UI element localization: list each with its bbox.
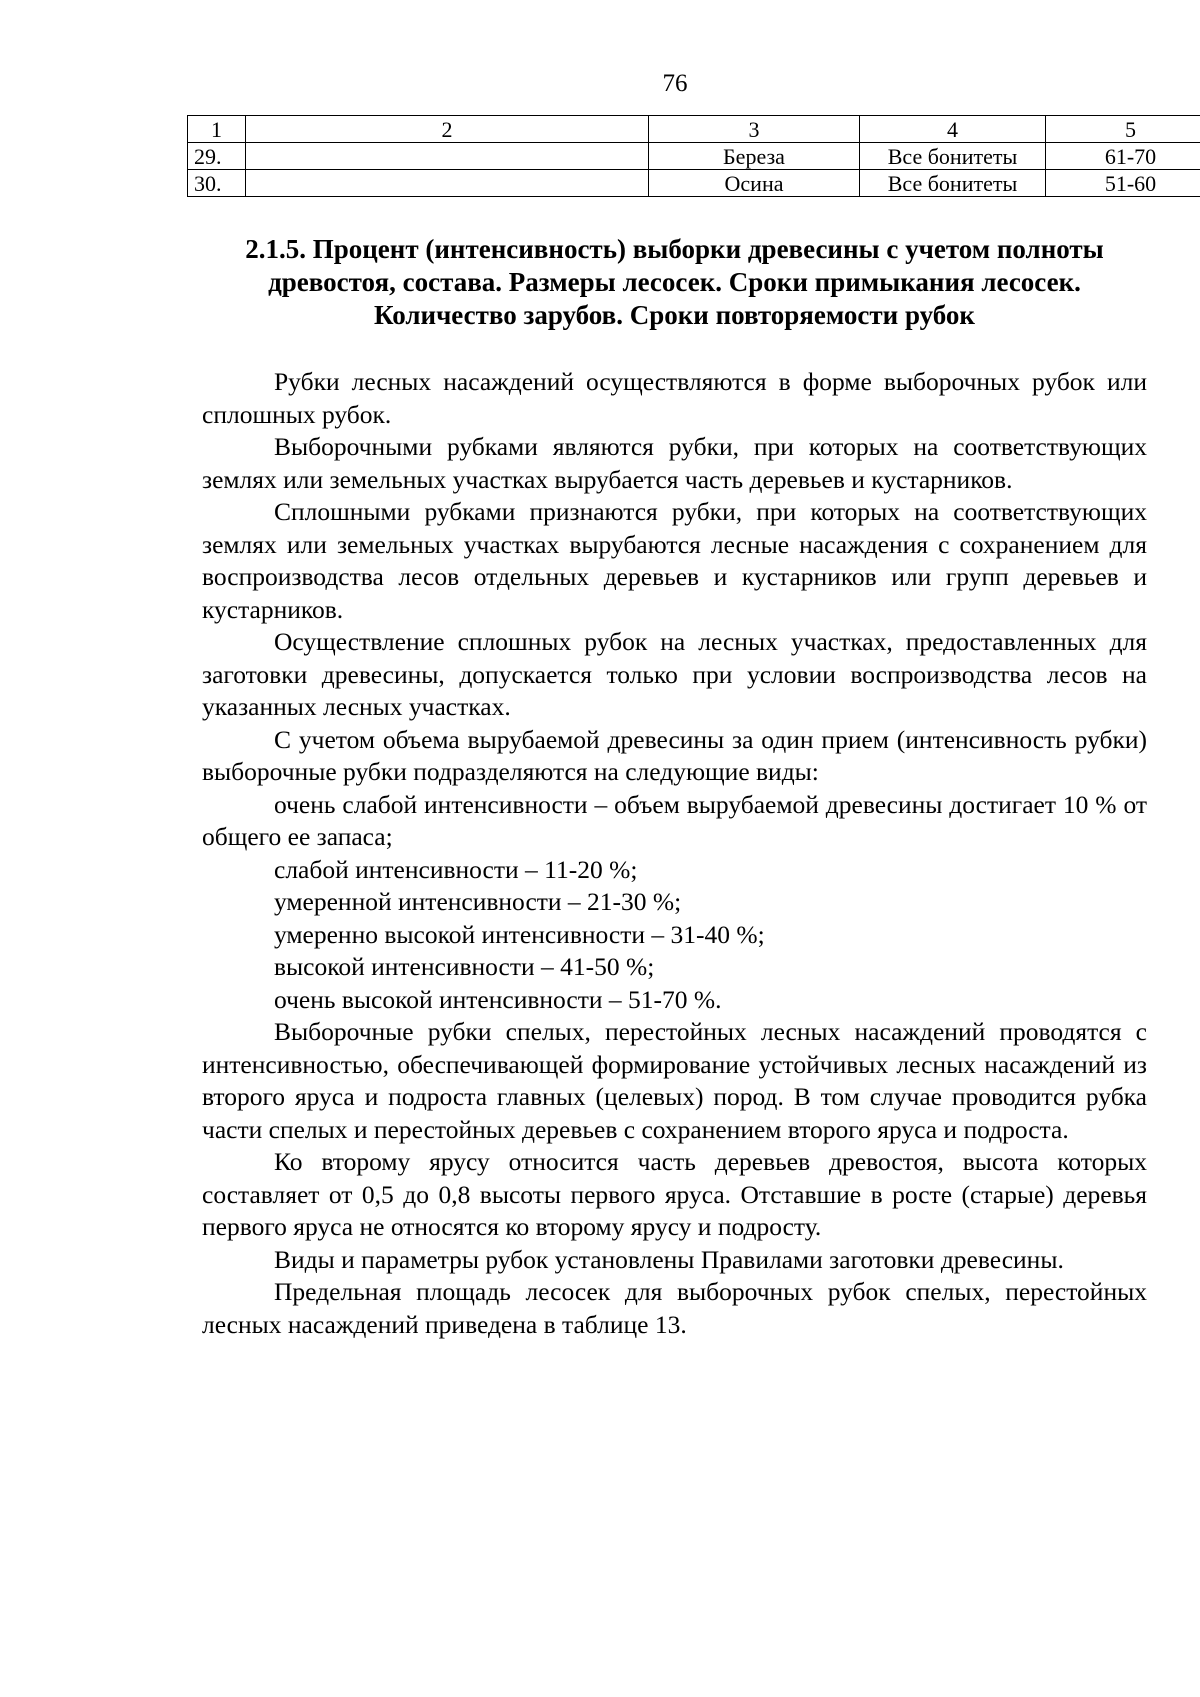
table-cell <box>246 143 649 170</box>
table-header-cell: 3 <box>649 116 860 143</box>
table-row <box>188 170 1200 197</box>
section-title-line: 2.1.5. Процент (интенсивность) выборки древесины с учетом полноты <box>245 234 1104 264</box>
table-cell: Осина <box>649 170 860 197</box>
table-header-cell: 2 <box>246 116 649 143</box>
section-title-line: древостоя, состава. Размеры лесосек. Сроки примыкания лесосек. <box>268 267 1081 297</box>
data-table <box>187 115 1200 197</box>
section-title <box>187 233 1162 332</box>
table-cell: 30. <box>188 170 246 197</box>
table-row <box>188 143 1200 170</box>
page-number: 76 <box>662 70 688 97</box>
table-header-row <box>188 116 1200 143</box>
paragraph: Сплошными рубками признаются рубки, при которых на соответствующих землях или земельных участках вырубаются лесные насаждения с сохранением для воспроизводства лесов отдельных деревьев и кустарников или групп деревьев и кустарников. <box>202 497 1147 624</box>
paragraph: Осуществление сплошных рубок на лесных участках, предоставленных для заготовки древесины, допускается только при условии воспроизводства лесов на указанных лесных участках. <box>202 627 1147 721</box>
paragraph: Выборочные рубки спелых, перестойных лесных насаждений проводятся с интенсивностью, обеспечивающей формирование устойчивых лесных насаждений из второго яруса и подроста главных (целевых) пород. В том случае проводится рубка части спелых и перестойных деревьев с сохранением второго яруса и подроста. <box>202 1017 1147 1144</box>
paragraph: Рубки лесных насаждений осуществляются в форме выборочных рубок или сплошных рубок. <box>202 367 1147 429</box>
list-item: очень высокой интенсивности – 51-70 %. <box>274 984 722 1014</box>
list-item: очень слабой интенсивности – объем вырубаемой древесины достигает 10 % от общего ее запаса; <box>202 789 1147 851</box>
table-header-cell: 1 <box>188 116 246 143</box>
table-cell: Все бонитеты <box>860 143 1046 170</box>
table-cell: Все бонитеты <box>860 170 1046 197</box>
list-item: высокой интенсивности – 41-50 %; <box>274 952 655 981</box>
paragraph: С учетом объема вырубаемой древесины за один прием (интенсивность рубки) выборочные рубки подразделяются на следующие виды: <box>202 724 1147 786</box>
paragraph: Предельная площадь лесосек для выборочных рубок спелых, перестойных лесных насаждений приведена в таблице 13. <box>202 1277 1147 1339</box>
table-header-cell: 4 <box>860 116 1046 143</box>
table-cell <box>246 170 649 197</box>
paragraph: Ко второму ярусу относится часть деревьев древостоя, высота которых составляет от 0,5 до 0,8 высоты первого яруса. Отставшие в росте (старые) деревья первого яруса не относятся ко второму ярусу и подросту. <box>202 1147 1147 1241</box>
table-cell: 61-70 <box>1046 143 1200 170</box>
paragraph: Выборочными рубками являются рубки, при которых на соответствующих землях или земельных участках вырубается часть деревьев и кустарников. <box>202 432 1147 494</box>
table-header-cell: 5 <box>1046 116 1200 143</box>
list-item: умеренно высокой интенсивности – 31-40 %; <box>274 919 765 949</box>
table-cell: 29. <box>188 143 246 170</box>
list-item: умеренной интенсивности – 21-30 %; <box>274 887 682 916</box>
list-item: слабой интенсивности – 11-20 %; <box>274 854 638 884</box>
table-cell: 51-60 <box>1046 170 1200 197</box>
body-text <box>202 366 1147 1341</box>
section-title-line: Количество зарубов. Сроки повторяемости рубок <box>373 300 975 330</box>
table-cell: Береза <box>649 143 860 170</box>
paragraph: Виды и параметры рубок установлены Правилами заготовки древесины. <box>274 1244 1064 1274</box>
